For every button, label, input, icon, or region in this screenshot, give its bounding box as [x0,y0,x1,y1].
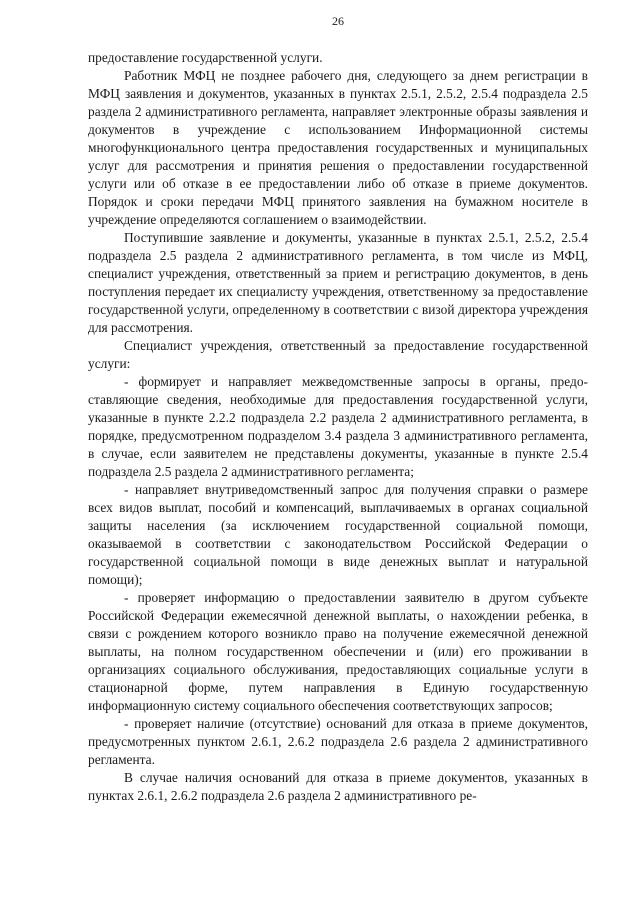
paragraph: Специалист учреждения, ответственный за предоставление государственной услуги: [88,338,588,371]
paragraph: предоставление государственной услуги. [88,50,323,65]
paragraph: Работник МФЦ не позднее рабочего дня, следующего за днем регистрации в МФЦ заявления и документов, указанных в пунктах 2.5.1, 2.5.2, 2.5.4 подраздела 2.5 раздела 2 административного регламента, направляет электронные образы заявления и документов в учреждение с использованием Информационной системы многофункционального центра предоставления государственных и муниципальных услуг для рассмотрения и принятия решения о предоставлении государственной услуги или об отказе в ее предоставлении либо об отказе в приеме документов. Порядок и сроки передачи МФЦ принятого заявления на бумажном носителе в учреждение определяются соглашением о взаимодействии. [88,68,588,227]
list-item: - проверяет информацию о предоставлении заявителю в другом субъекте Российской Федерации ежемесячной денежной выплаты, о нахождении ребенка, в связи с рождением которого возникло право на получение ежемесячной денежной выплаты, на полном государственном обеспечении и (или) его проживании в организациях социального обслуживания, предоставляющих социальные услуги в стационарной форме, путем направления в Единую государственную информационную систему социального обеспечения соответствующих запросов; [88,590,588,713]
paragraph: В случае наличия оснований для отказа в приеме документов, указанных в пунктах 2.6.1, 2.6.2 подраздела 2.6 раздела 2 административного ре- [88,770,588,803]
document-body [88,49,588,805]
page-number: 26 [332,14,344,28]
list-item: - направляет внутриведомственный запрос для получения справки о размере всех видов выплат, пособий и компенсаций, выплачиваемых в органах социальной защиты населения (за исключением государственной социальной помощи, оказываемой в соответствии с законодательством Российской Федерации о государственной социальной помощи в виде денежных выплат и натуральной помощи); [88,482,588,587]
list-item: - проверяет наличие (отсутствие) оснований для отказа в приеме документов, предусмотренных пунктом 2.6.1, 2.6.2 подраздела 2.6 раздела 2 административного регламента. [88,716,588,767]
list-item: - формирует и направляет межведомственные запросы в органы, предоставляющие сведения, необходимые для предоставления государственной услуги, указанные в пункте 2.2.2 подраздела 2.2 раздела 2 административного регламента, в порядке, предусмотренном подразделом 3.4 раздела 3 административного регламента, в случае, если заявителем не представлены документы, указанные в пункте 2.5.4 подраздела 2.5 раздела 2 административного регламента; [88,374,588,479]
paragraph: Поступившие заявление и документы, указанные в пунктах 2.5.1, 2.5.2, 2.5.4 подраздела 2.5 раздела 2 административного регламента, в том числе из МФЦ, специалист учреждения, ответственный за прием и регистрацию документов, в день поступления передает их специалисту учреждения, ответственному за предоставление государственной услуги, определенному в соответствии с визой директора учреждения для рассмотрения. [88,230,588,335]
